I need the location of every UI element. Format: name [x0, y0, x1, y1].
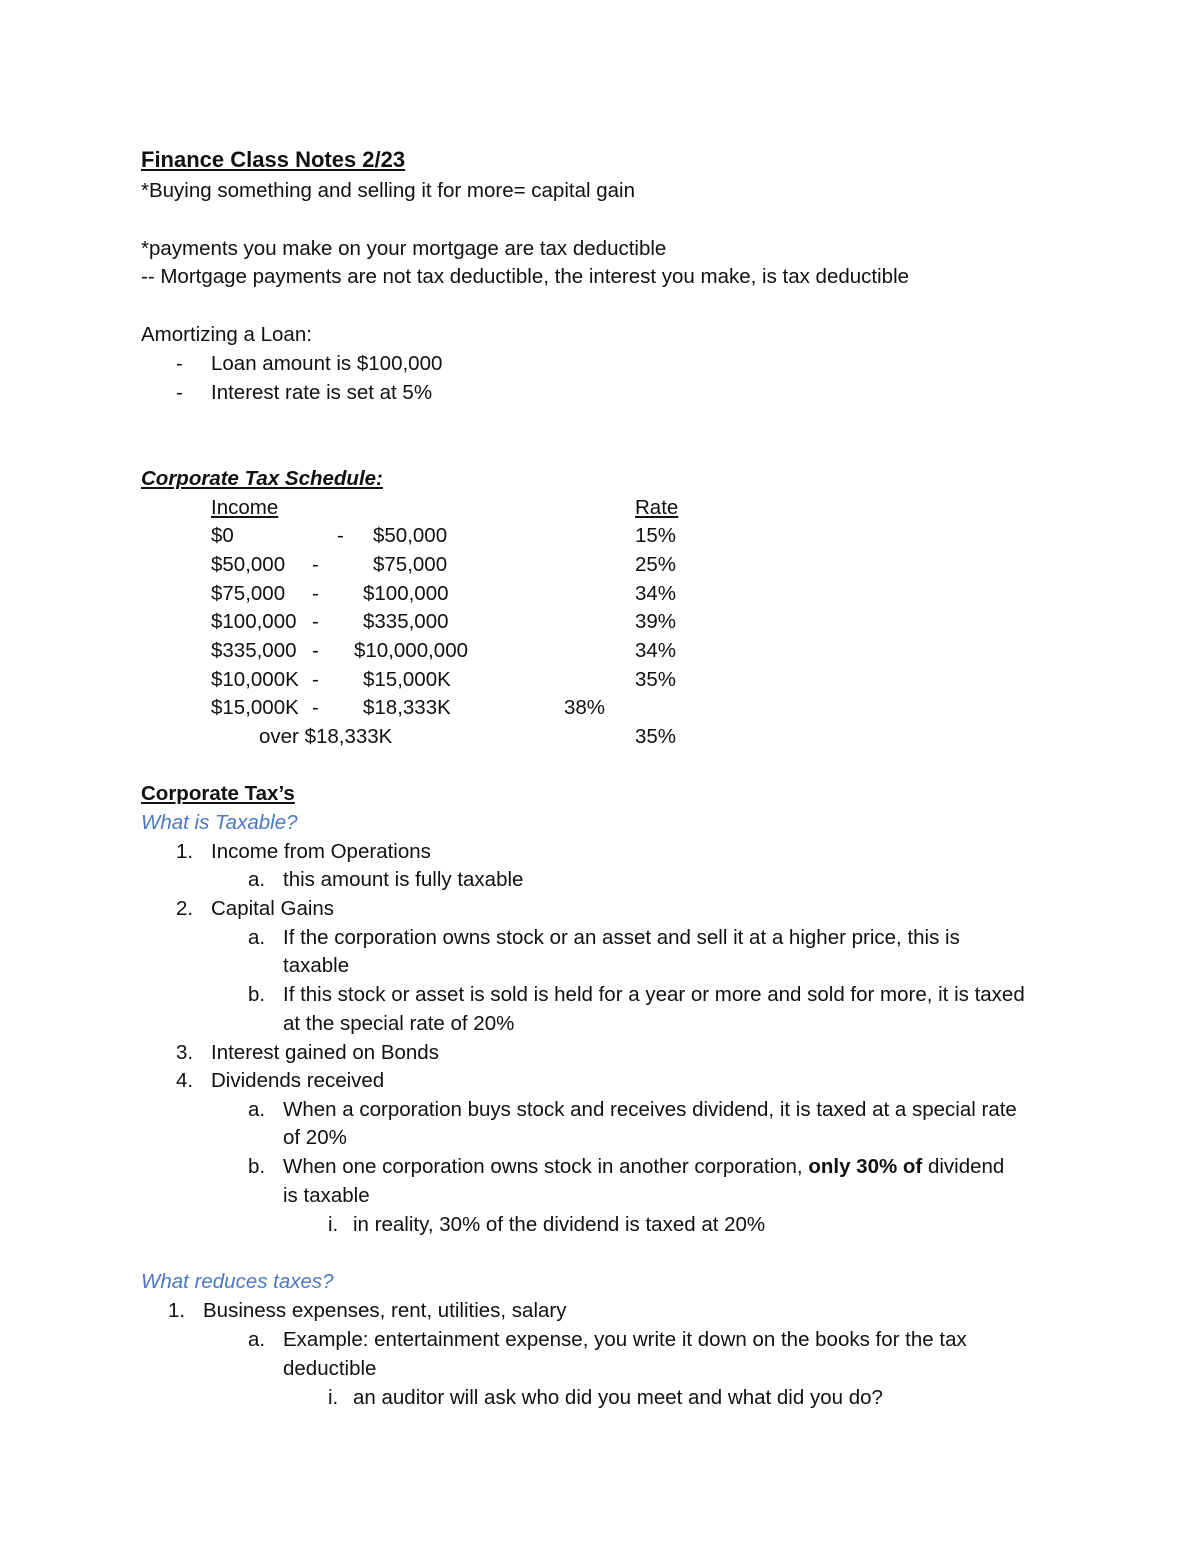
list-item: Income from Operations: [211, 840, 431, 863]
list-number: 4.: [176, 1069, 194, 1092]
list-item: Capital Gains: [211, 897, 335, 920]
list-item: this amount is fully taxable: [283, 868, 524, 891]
list-item: When a corporation buys stock and receives dividend, it is taxed at a special rate: [283, 1098, 1017, 1121]
amortizing-heading: Amortizing a Loan:: [141, 323, 312, 346]
tax-row-from: $100,000: [211, 610, 297, 633]
tax-row-to: $18,333K: [363, 696, 451, 719]
tax-row-dash: -: [312, 582, 319, 605]
list-item: an auditor will ask who did you meet and what did you do?: [353, 1386, 883, 1409]
list-number: 1.: [168, 1299, 186, 1322]
tax-row-to: $100,000: [363, 582, 449, 605]
tax-schedule-heading: Corporate Tax Schedule:: [141, 467, 383, 490]
tax-row-from: $15,000K: [211, 696, 299, 719]
tax-row-to: $10,000,000: [354, 639, 469, 662]
list-item: If this stock or asset is sold is held for a year or more and sold for more, it is taxed: [283, 983, 1025, 1006]
tax-row-from: $335,000: [211, 639, 297, 662]
list-roman: i.: [328, 1386, 339, 1409]
note-capital-gain: *Buying something and selling it for more= capital gain: [141, 179, 635, 202]
corporate-taxes-heading: Corporate Tax’s: [141, 782, 295, 805]
tax-row-rate: 38%: [564, 696, 606, 719]
note-mortgage-correction: -- Mortgage payments are not tax deductible, the interest you make, is tax deductible: [141, 265, 910, 288]
list-item-continued: at the special rate of 20%: [283, 1012, 515, 1035]
tax-row-dash: -: [312, 553, 319, 576]
tax-row-rate: 34%: [635, 582, 677, 605]
tax-row-rate: 25%: [635, 553, 677, 576]
tax-row-over-label: over $18,333K: [259, 725, 393, 748]
tax-row-dash: -: [312, 610, 319, 633]
tax-row-rate: 15%: [635, 524, 677, 547]
tax-row-rate: 34%: [635, 639, 677, 662]
list-letter: a.: [248, 868, 266, 891]
list-letter: b.: [248, 983, 266, 1006]
list-letter: a.: [248, 926, 266, 949]
bullet-marker: -: [176, 352, 183, 375]
tax-row-to: $50,000: [373, 524, 448, 547]
list-item-text: dividend: [922, 1155, 1005, 1178]
tax-row-from: $75,000: [211, 582, 286, 605]
list-item: Interest gained on Bonds: [211, 1041, 439, 1064]
tax-row-rate: 35%: [635, 668, 677, 691]
list-number: 3.: [176, 1041, 194, 1064]
col-rate-header: Rate: [635, 496, 679, 519]
list-number: 2.: [176, 897, 194, 920]
page-title: Finance Class Notes 2/23: [141, 147, 406, 172]
list-item-continued: of 20%: [283, 1126, 347, 1149]
col-income-header: Income: [211, 496, 279, 519]
list-item: If the corporation owns stock or an asset and sell it at a higher price, this is: [283, 926, 960, 949]
list-letter: b.: [248, 1155, 266, 1178]
tax-row-dash: -: [312, 668, 319, 691]
list-item: Business expenses, rent, utilities, salary: [203, 1299, 567, 1322]
tax-row-to: $15,000K: [363, 668, 451, 691]
tax-row-dash: -: [312, 639, 319, 662]
list-roman: i.: [328, 1213, 339, 1236]
note-mortgage-claim: *payments you make on your mortgage are tax deductible: [141, 237, 667, 260]
tax-row-dash: -: [312, 696, 319, 719]
reduces-heading: What reduces taxes?: [141, 1270, 334, 1293]
tax-row-from: $10,000K: [211, 668, 299, 691]
amortizing-item: Interest rate is set at 5%: [211, 381, 433, 404]
list-item: in reality, 30% of the dividend is taxed at 20%: [353, 1213, 766, 1236]
list-item-continued: taxable: [283, 954, 350, 977]
list-item: Dividends received: [211, 1069, 385, 1092]
tax-row-from: $50,000: [211, 553, 286, 576]
list-letter: a.: [248, 1328, 266, 1351]
list-item-text: When one corporation owns stock in another corporation,: [283, 1155, 809, 1178]
list-letter: a.: [248, 1098, 266, 1121]
tax-row-rate: 35%: [635, 725, 677, 748]
tax-row-to: $335,000: [363, 610, 449, 633]
list-number: 1.: [176, 840, 194, 863]
tax-row-dash: -: [337, 524, 344, 547]
list-item-continued: deductible: [283, 1357, 377, 1380]
tax-row-from: $0: [211, 524, 234, 547]
tax-row-rate: 39%: [635, 610, 677, 633]
tax-row-to: $75,000: [373, 553, 448, 576]
taxable-heading: What is Taxable?: [141, 811, 298, 834]
list-item: [283, 1154, 1004, 1180]
emphasis-text: only 30% of: [808, 1155, 923, 1178]
amortizing-item: Loan amount is $100,000: [211, 352, 443, 375]
bullet-marker: -: [176, 381, 183, 404]
list-item: Example: entertainment expense, you write it down on the books for the tax: [283, 1328, 967, 1351]
list-item-continued: is taxable: [283, 1184, 370, 1207]
